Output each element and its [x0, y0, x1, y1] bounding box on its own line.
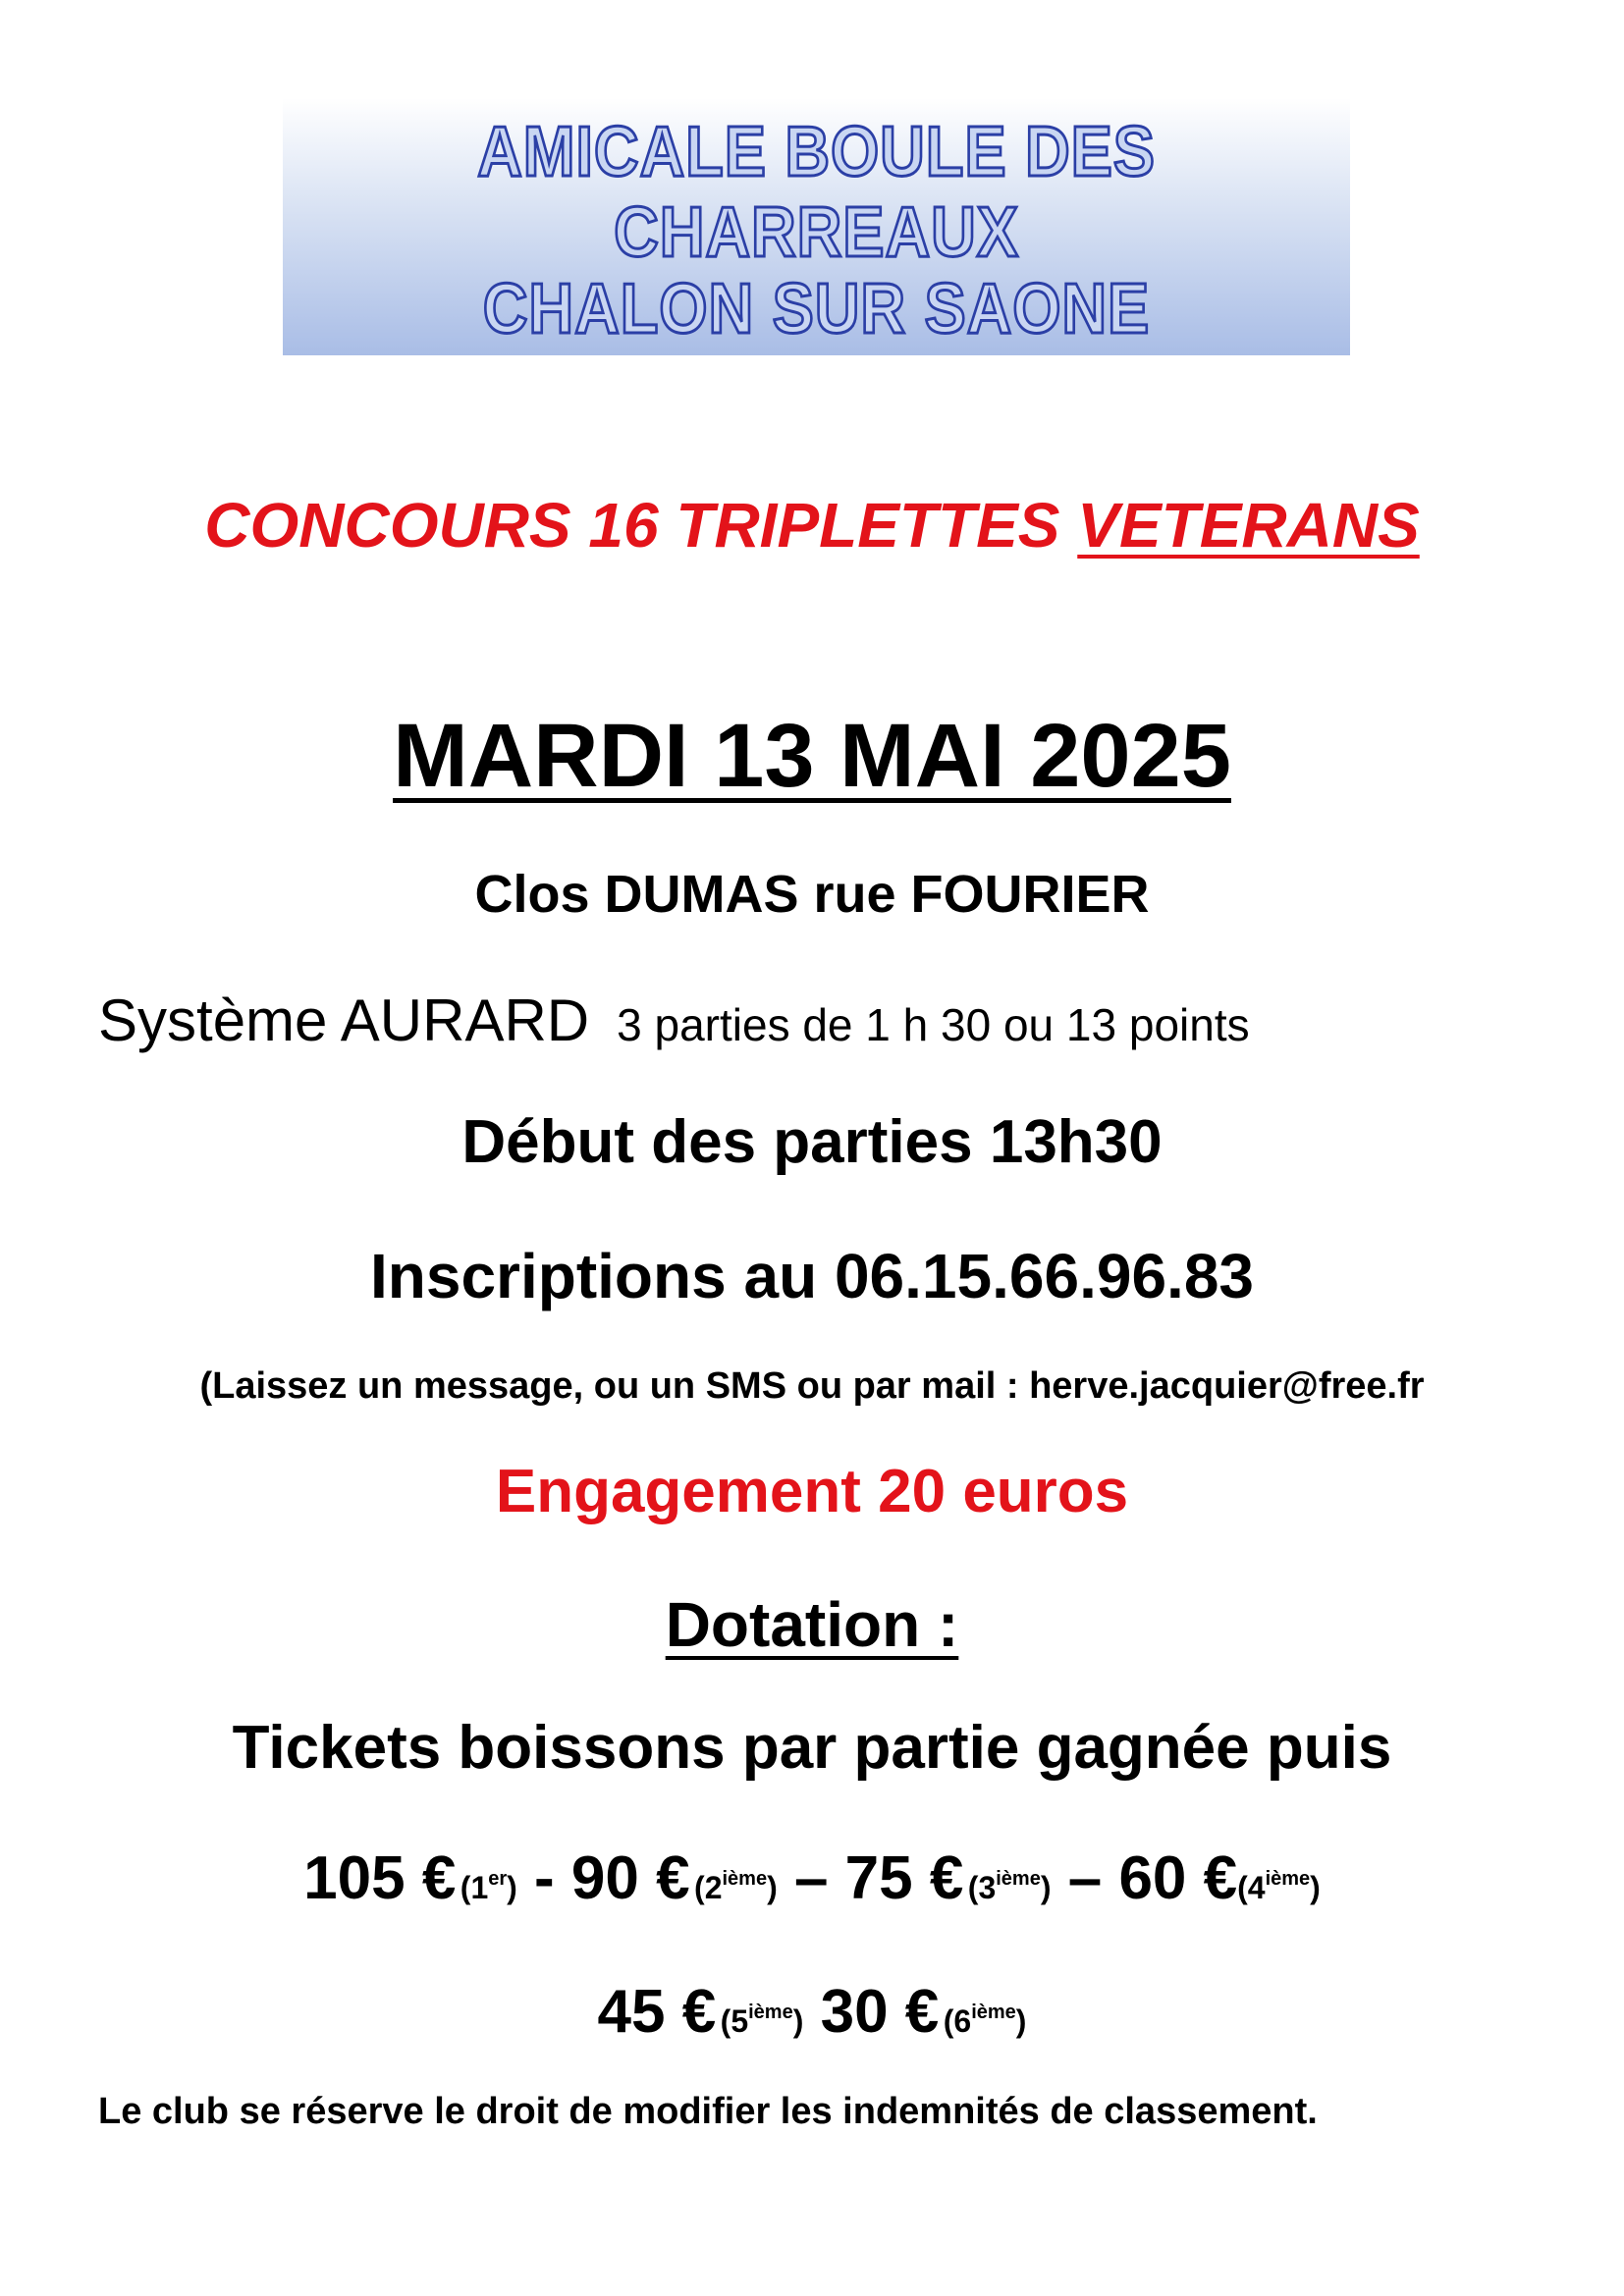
prize-separator: –	[777, 1844, 845, 1912]
prize-rank: (1er)	[460, 1868, 517, 1905]
disclaimer: Le club se réserve le droit de modifier les indemnités de classement.	[98, 2091, 1318, 2132]
contact-info: (Laissez un message, ou un SMS ou par mail : herve.jacquier@free.fr	[199, 1365, 1425, 1407]
system-details: 3 parties de 1 h 30 ou 13 points	[617, 999, 1250, 1050]
event-date: MARDI 13 MAI 2025	[393, 706, 1231, 806]
prize-amount: 105 €	[303, 1844, 457, 1912]
entry-fee: Engagement 20 euros	[495, 1458, 1129, 1525]
competition-title	[0, 489, 1624, 561]
prizes-row-1	[0, 1843, 1624, 1913]
prizes-description: Tickets boissons par partie gagnée puis	[232, 1714, 1392, 1782]
prize-rank: (3ième)	[967, 1868, 1052, 1905]
prize-rank: (5ième)	[720, 2002, 804, 2039]
start-time: Début des parties 13h30	[461, 1108, 1163, 1176]
prize-rank: (2ième)	[694, 1868, 778, 1905]
title-category: VETERANS	[1077, 490, 1420, 561]
prize-amount: 60 €	[1118, 1844, 1238, 1912]
prizes-heading: Dotation :	[665, 1589, 959, 1660]
game-system	[98, 987, 1250, 1054]
prize-separator: -	[516, 1844, 571, 1912]
prize-amount: 30 €	[820, 1978, 940, 2046]
prize-amount: 75 €	[844, 1844, 964, 1912]
club-name: AMICALE BOULE DES CHARREAUX	[477, 113, 1156, 272]
prize-rank: (4ième)	[1237, 1868, 1321, 1905]
place-text: Clos DUMAS rue FOURIER	[474, 865, 1150, 924]
club-city: CHALON SUR SAONE	[482, 270, 1151, 348]
system-name: Système AURARD	[98, 988, 590, 1053]
prize-separator: –	[1051, 1844, 1119, 1912]
prize-amount: 90 €	[570, 1844, 690, 1912]
prize-amount: 45 €	[597, 1978, 717, 2046]
prize-separator	[803, 1978, 820, 2046]
event-place	[0, 864, 1624, 925]
title-main: CONCOURS 16 TRIPLETTES	[204, 490, 1078, 561]
prize-rank: (6ième)	[943, 2002, 1027, 2039]
registration-phone: Inscriptions au 06.15.66.96.83	[369, 1241, 1255, 1311]
prizes-row-2	[0, 1977, 1624, 2047]
header-banner	[283, 98, 1350, 355]
